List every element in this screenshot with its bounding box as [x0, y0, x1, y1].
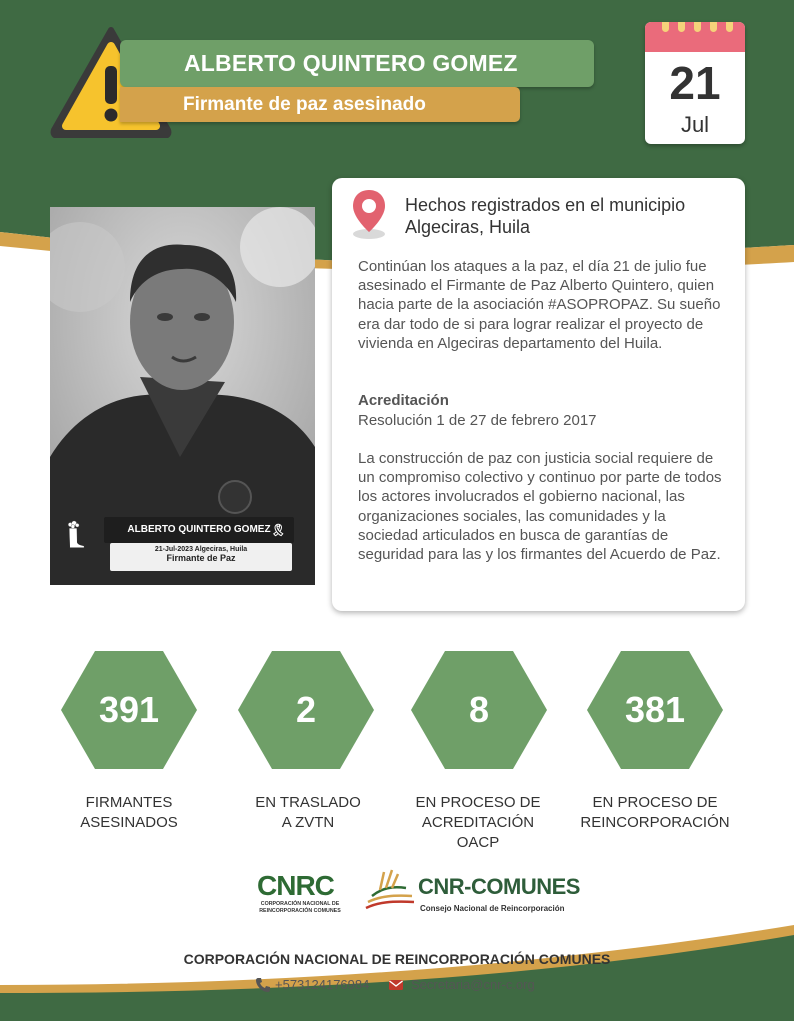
calendar-ring: [662, 22, 669, 32]
caption-role: Firmante de Paz: [166, 553, 236, 563]
calendar-month: Jul: [680, 112, 710, 137]
footer-email[interactable]: Secretaria@cnr-c.org: [411, 977, 535, 992]
phone-icon: [255, 977, 271, 993]
card-paragraph-2: La construcción de paz con justicia social requiere de un compromiso colectivo y continuo por parte de todos los actores involucrados el gobierno nacional, las organizaciones sociales, las comunidades y la sociedad articulados en busca de garantías de seguridad para las y los firmantes del Acuerdo de Paz.: [358, 450, 722, 564]
card-paragraph-1: Continúan los ataques a la paz, el día 21 de julio fue asesinado el Firmante de Paz Alberto Quintero, quien hacia parte de la asociación #ASOPROPAZ. Su sueño era dar todo de si para lograr realizar el proyecto de vivienda en Algeciras departamento del Huila.: [358, 258, 721, 352]
date-calendar: [645, 22, 745, 144]
stat-value: 391: [98, 689, 160, 730]
stat-label: EN TRASLADO A ZVTN: [255, 794, 361, 831]
caption-detail-plate: [110, 543, 292, 571]
ribbon-icon: 🎗: [270, 523, 286, 537]
person-name-banner: [120, 40, 594, 87]
accreditation-text: Resolución 1 de 27 de febrero 2017: [358, 412, 597, 429]
envelope-icon: [388, 977, 404, 993]
footer-organization: CORPORACIÓN NACIONAL DE REINCORPORACIÓN COMUNES: [183, 951, 611, 967]
calendar-ring: [694, 22, 701, 32]
stat-label: EN PROCESO DE REINCORPORACIÓN: [580, 794, 730, 831]
comunes-logo-text: CNR-COMUNES: [418, 874, 580, 899]
stat-label: FIRMANTES ASESINADOS: [80, 794, 178, 831]
person-name: ALBERTO QUINTERO GOMEZ: [184, 50, 518, 76]
location-pin-icon: [350, 188, 388, 240]
cnrc-logo-text: CNRC: [257, 870, 334, 901]
subtitle: Firmante de paz asesinado: [183, 94, 426, 115]
stat-value: 2: [295, 689, 317, 730]
caption-date: 21-Jul-2023 Algeciras, Huila: [154, 546, 248, 553]
calendar-ring: [678, 22, 685, 32]
stat-value: 8: [468, 689, 490, 730]
caption-name: ALBERTO QUINTERO GOMEZ: [127, 524, 271, 535]
comunes-hands-logo: [362, 868, 418, 918]
footer-phone[interactable]: +573124176984: [275, 977, 370, 992]
comunes-logo-subtitle: Consejo Nacional de Reincorporación: [420, 904, 565, 913]
subtitle-banner: [120, 87, 520, 122]
calendar-day: 21: [669, 57, 721, 109]
calendar-ring: [710, 22, 717, 32]
cnrc-logo-subtitle: CORPORACIÓN NACIONAL DE REINCORPORACIÓN COMUNES: [259, 901, 341, 914]
stat-label: EN PROCESO DE ACREDITACIÓN OACP: [415, 794, 541, 851]
caption-name-plate: [104, 517, 294, 543]
calendar-ring: [726, 22, 733, 32]
accreditation-heading: Acreditación: [358, 392, 449, 409]
card-title: Hechos registrados en el municipio Algeciras, Huila: [405, 195, 686, 237]
stat-value: 381: [624, 689, 686, 730]
